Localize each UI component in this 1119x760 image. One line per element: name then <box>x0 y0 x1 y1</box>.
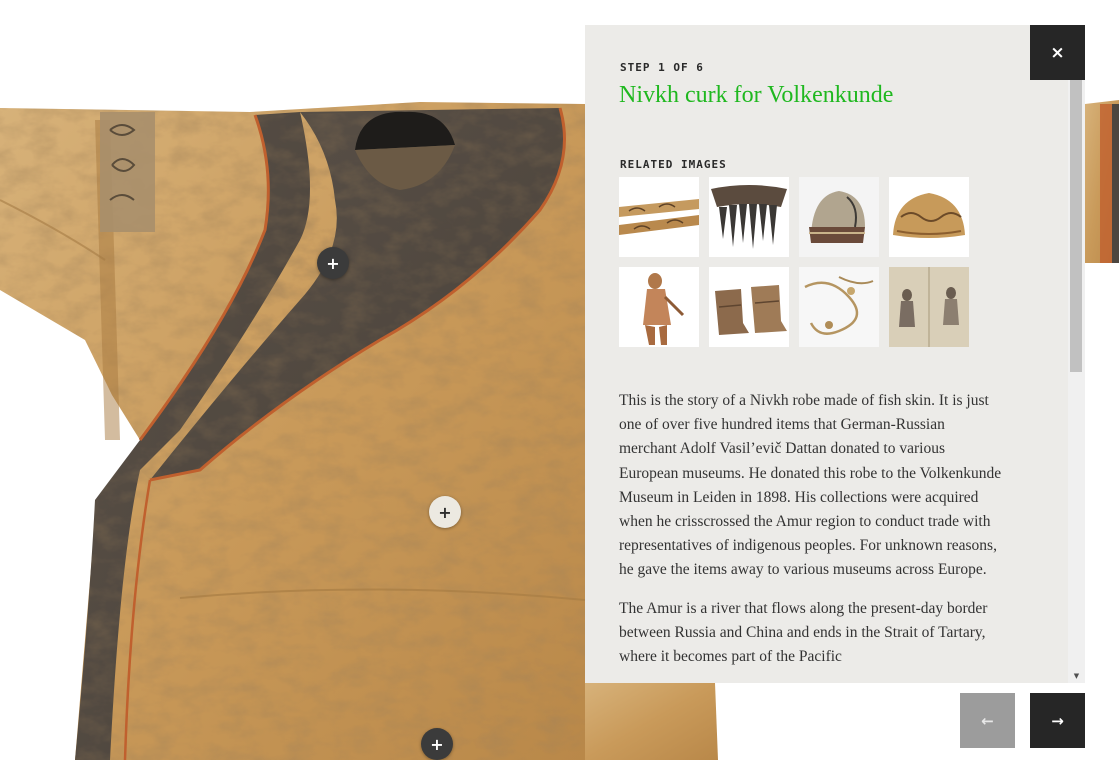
related-image-thumbnail[interactable] <box>799 267 879 347</box>
related-images-heading: RELATED IMAGES <box>620 158 727 171</box>
previous-step-button[interactable] <box>960 693 1015 748</box>
plus-icon: + <box>438 502 452 522</box>
illustrated-book-image <box>889 267 969 347</box>
related-image-thumbnail[interactable] <box>709 177 789 257</box>
story-paragraph: This is the story of a Nivkh robe made of fish skin. It is just one of over five hundred items that German-Russian merchant Adolf Vasil’evič Dattan donated to various European museums. He donated this robe to the Volkenkunde Museum in Leiden in 1898. His collections were acquired when he crisscrossed the Amur region to conduct trade with representatives of indigenous peoples. For unknown reasons, he gave the items away to various museums across Europe. <box>619 392 1002 579</box>
related-images-grid <box>619 177 979 347</box>
related-image-thumbnail[interactable] <box>619 267 699 347</box>
panel-scrollbar[interactable] <box>1068 80 1085 683</box>
arrow-right-icon: → <box>1051 711 1064 730</box>
fringed-collar-image <box>709 177 789 257</box>
close-button[interactable] <box>1030 25 1085 80</box>
story-title: Nivkh curk for Volkenkunde <box>619 82 894 108</box>
related-image-thumbnail[interactable] <box>889 177 969 257</box>
hotspot-hem[interactable] <box>421 728 453 760</box>
close-icon: × <box>1050 42 1065 63</box>
cords-and-ornaments-image <box>799 267 879 347</box>
hotspot-body[interactable] <box>429 496 461 528</box>
related-image-thumbnail[interactable] <box>619 177 699 257</box>
related-image-thumbnail[interactable] <box>799 177 879 257</box>
hat-image <box>799 177 879 257</box>
step-indicator: STEP 1 OF 6 <box>620 61 704 74</box>
next-step-button[interactable] <box>1030 693 1085 748</box>
fish-skin-boots-image <box>709 267 789 347</box>
hotspot-collar[interactable] <box>317 247 349 279</box>
story-panel <box>585 25 1085 683</box>
related-image-thumbnail[interactable] <box>889 267 969 347</box>
carved-figure-image <box>619 267 699 347</box>
scroll-down-arrow-icon[interactable]: ▼ <box>1073 672 1080 680</box>
embroidered-cape-image <box>889 177 969 257</box>
story-paragraph: The Amur is a river that flows along the present-day border between Russia and China and ends in the Strait of Tartary, where it becomes part of the Pacific <box>619 599 988 666</box>
arrow-left-icon: ← <box>981 711 994 730</box>
story-text <box>619 389 1004 683</box>
belt-strips-image <box>619 177 699 257</box>
story-panel-content[interactable] <box>585 25 1068 683</box>
scrollbar-thumb[interactable] <box>1070 80 1082 372</box>
plus-icon: + <box>326 253 340 273</box>
related-image-thumbnail[interactable] <box>709 267 789 347</box>
plus-icon: + <box>430 734 444 754</box>
